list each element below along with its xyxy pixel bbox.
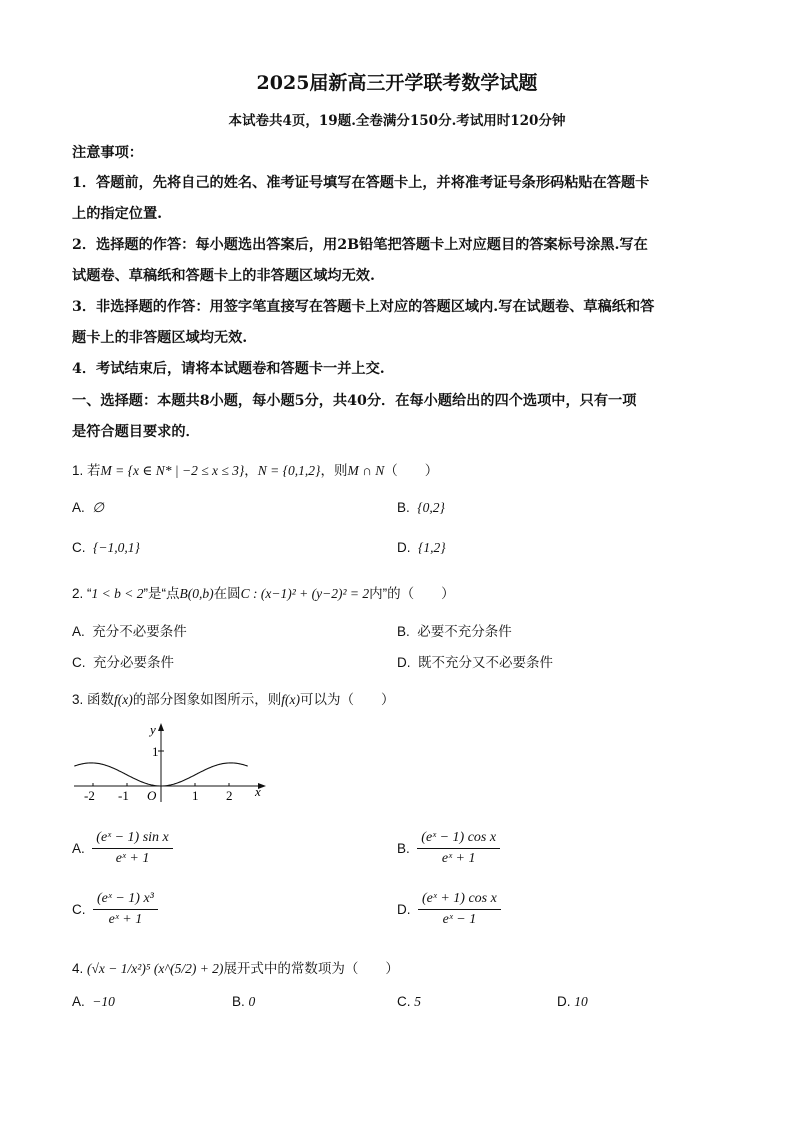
note-2-line-1: 2．选择题的作答：每小题选出答案后，用2B铅笔把答题卡上对应题目的答案标号涂黑.写在: [72, 237, 648, 253]
notes-heading: 注意事项：: [72, 145, 143, 161]
note-4: 4．考试结束后，请将本试题卷和答题卡一并上交.: [72, 361, 385, 377]
origin-label: O: [147, 788, 157, 803]
answer-blank: （ ）: [384, 463, 439, 478]
q1-option-a[interactable]: A. ∅: [72, 500, 105, 515]
question-3-stem: 3. 函数f(x)的部分图象如图所示，则f(x)可以为（ ）: [72, 692, 395, 707]
q1-option-b[interactable]: B. {0,2}: [397, 500, 445, 515]
exam-title: 2025届新高三开学联考数学试题: [256, 72, 538, 94]
circle-equation: C : (x−1)² + (y−2)² = 2: [240, 586, 370, 601]
x-axis-label: x: [255, 784, 261, 799]
y-axis-label: y: [150, 722, 156, 737]
set-m-definition: M = {x ∈ N* | −2 ≤ x ≤ 3}: [100, 463, 245, 478]
question-4-stem: 4. (√x − 1/x²)⁵ (x^(5/2) + 2)展开式中的常数项为（ ）: [72, 961, 399, 976]
question-1-stem: [72, 459, 438, 479]
section-1-heading-line-2: 是符合题目要求的．: [72, 424, 200, 440]
q3-option-c[interactable]: C. $\frac{\text{(eˣ − 1) x³}}{\text{eˣ + 1}}$: [72, 891, 158, 928]
y-tick-label: 1: [152, 744, 159, 759]
note-3-line-2: 题卡上的非答题区域均无效.: [72, 330, 248, 346]
note-1-line-1: 1．答题前，先将自己的姓名、准考证号填写在答题卡上，并将准考证号条形码粘贴在答题卡: [72, 175, 650, 191]
separator: ，: [244, 463, 258, 478]
q1-option-d[interactable]: D. {1,2}: [397, 540, 446, 555]
x-tick-label: -2: [84, 788, 95, 803]
intersection-expression: M ∩ N: [347, 463, 385, 478]
note-2-line-2: 试题卷、草稿纸和答题卡上的非答题区域均无效.: [72, 268, 375, 284]
q2-option-a[interactable]: A. 充分不必要条件: [72, 624, 187, 639]
x-tick-label: 2: [226, 788, 233, 803]
note-1-line-2: 上的指定位置.: [72, 206, 163, 222]
q3-option-d[interactable]: D. $\frac{\text{(eˣ + 1) cos x}}{\text{eˣ − 1}}$: [397, 891, 501, 928]
separator: ，则: [320, 463, 348, 478]
point-expression: B(0,b): [179, 586, 214, 601]
binomial-expression: (√x − 1/x²)⁵ (x^(5/2) + 2): [87, 961, 224, 976]
q2-option-d[interactable]: D. 既不充分又不必要条件: [397, 655, 554, 670]
q2-option-b[interactable]: B. 必要不充分条件: [397, 624, 512, 639]
q4-option-d[interactable]: D. 10: [557, 994, 588, 1009]
q3-option-b[interactable]: B. $\frac{\text{(eˣ − 1) cos x}}{\text{eˣ + 1}}$: [397, 830, 500, 867]
set-n-definition: N = {0,1,2}: [257, 463, 321, 478]
function-symbol: f(x): [114, 692, 133, 707]
question-2-stem: 2. “1 < b < 2”是“点B(0,b)在圆C : (x−1)² + (y−2)² = 2内”的（ ）: [72, 586, 455, 601]
function-symbol: f(x): [281, 692, 300, 707]
function-graph: [70, 718, 270, 804]
question-1-prefix: 1. 若: [72, 463, 101, 478]
x-tick-label: -1: [118, 788, 129, 803]
condition-expression: 1 < b < 2: [91, 586, 144, 601]
q4-option-b[interactable]: B. 0: [232, 994, 256, 1009]
exam-subtitle: 本试卷共4页，19题.全卷满分150分.考试用时120分钟: [228, 113, 566, 129]
note-3-line-1: 3．非选择题的作答：用签字笔直接写在答题卡上对应的答题区域内.写在试题卷、草稿纸和答: [72, 299, 655, 315]
q4-option-c[interactable]: C. 5: [397, 994, 422, 1009]
x-tick-label: 1: [192, 788, 199, 803]
q1-option-c[interactable]: C. {−1,0,1}: [72, 540, 140, 555]
y-axis-arrow-icon: [158, 723, 164, 731]
section-1-heading-line-1: 一、选择题：本题共8小题，每小题5分，共40分．在每小题给出的四个选项中，只有一项: [72, 393, 637, 409]
q2-option-c[interactable]: C. 充分必要条件: [72, 655, 175, 670]
q3-option-a[interactable]: A. $\frac{\text{(eˣ − 1) sin x}}{\text{eˣ + 1}}$: [72, 830, 173, 867]
q4-option-a[interactable]: A. −10: [72, 994, 115, 1009]
